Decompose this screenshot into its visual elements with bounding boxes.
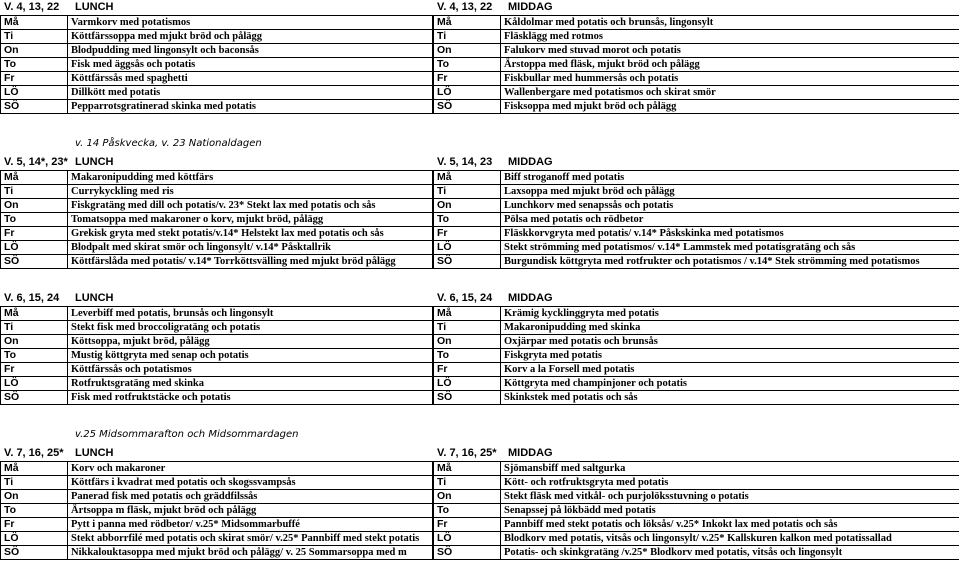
dish-cell: Kåldolmar med potatis och brunsås, lingonsylt [501, 16, 959, 30]
week-label: V. 5, 14*, 23* [4, 156, 68, 168]
day-label: Må [1, 462, 68, 476]
day-label: Ti [434, 30, 501, 44]
lunch-menu-table [0, 170, 433, 269]
table-row [1, 58, 433, 72]
day-label: On [434, 490, 501, 504]
dish-cell: Pannbiff med stekt potatis och löksås/ v.25* Inkokt lax med potatis och sås [501, 518, 959, 532]
table-row [434, 391, 959, 405]
day-label: Ti [434, 476, 501, 490]
day-label: SÖ [434, 255, 501, 269]
dish-cell: Köttfärslåda med potatis/ v.14* Torrköttsvälling med mjukt bröd pålägg [68, 255, 433, 269]
dish-cell: Stekt fläsk med vitkål- och purjolöksstuvning o potatis [501, 490, 959, 504]
table-row [1, 546, 433, 560]
day-label: To [434, 504, 501, 518]
table-row [434, 504, 959, 518]
table-row [434, 335, 959, 349]
day-label: Fr [434, 363, 501, 377]
table-row [434, 476, 959, 490]
dish-cell: Burgundisk köttgryta med rotfrukter och potatismos / v.14* Stek strömming med potatismos [501, 255, 959, 269]
table-row [434, 307, 959, 321]
dish-cell: Currykyckling med ris [68, 185, 433, 199]
dish-cell: Potatis- och skinkgratäng /v.25* Blodkorv med potatis, vitsås och lingonsylt [501, 546, 959, 560]
table-row [1, 377, 433, 391]
day-label: On [1, 44, 68, 58]
table-row [1, 241, 433, 255]
week-label: V. 4, 13, 22 [4, 1, 60, 13]
table-row [1, 16, 433, 30]
table-row [434, 321, 959, 335]
week-label: V. 6, 15, 24 [4, 292, 60, 304]
day-label: LÖ [1, 532, 68, 546]
table-row [1, 185, 433, 199]
lunch-label: LUNCH [75, 447, 114, 459]
day-label: LÖ [434, 377, 501, 391]
dinner-label: MIDDAG [508, 1, 553, 13]
table-row [434, 518, 959, 532]
table-row [1, 227, 433, 241]
dish-cell: Makaronipudding med skinka [501, 321, 959, 335]
table-row [434, 44, 959, 58]
dish-cell: Wallenbergare med potatismos och skirat smör [501, 86, 959, 100]
table-row [1, 476, 433, 490]
table-row [434, 185, 959, 199]
table-row [434, 199, 959, 213]
dish-cell: Varmkorv med potatismos [68, 16, 433, 30]
dish-cell: Senapssej på lökbädd med potatis [501, 504, 959, 518]
table-row [1, 86, 433, 100]
day-label: Må [1, 171, 68, 185]
table-row [434, 72, 959, 86]
day-label: Ti [1, 321, 68, 335]
table-row [1, 349, 433, 363]
week-label: V. 4, 13, 22 [437, 1, 493, 13]
day-label: Fr [1, 227, 68, 241]
day-label: To [1, 504, 68, 518]
day-label: SÖ [1, 255, 68, 269]
day-label: Må [434, 307, 501, 321]
dish-cell: Panerad fisk med potatis och gräddfilssås [68, 490, 433, 504]
section-note: v. 14 Påskvecka, v. 23 Nationaldagen [75, 138, 262, 149]
table-row [1, 335, 433, 349]
table-row [434, 349, 959, 363]
table-row [1, 307, 433, 321]
day-label: LÖ [1, 241, 68, 255]
table-row [434, 16, 959, 30]
dish-cell: Fisk med äggsås och potatis [68, 58, 433, 72]
day-label: LÖ [1, 86, 68, 100]
dish-cell: Biff stroganoff med potatis [501, 171, 959, 185]
day-label: On [1, 490, 68, 504]
day-label: LÖ [1, 377, 68, 391]
day-label: LÖ [434, 532, 501, 546]
week-label: V. 6, 15, 24 [437, 292, 493, 304]
day-label: Fr [1, 72, 68, 86]
day-label: Ti [1, 30, 68, 44]
table-row [434, 100, 959, 114]
dinner-label: MIDDAG [508, 156, 553, 168]
dish-cell: Korv och makaroner [68, 462, 433, 476]
day-label: To [434, 58, 501, 72]
table-row [434, 490, 959, 504]
dish-cell: Fisk med rotfruktstäcke och potatis [68, 391, 433, 405]
table-row [1, 72, 433, 86]
lunch-menu-table [0, 461, 433, 560]
table-row [434, 30, 959, 44]
day-label: To [1, 58, 68, 72]
dish-cell: Fläsklägg med rotmos [501, 30, 959, 44]
day-label: To [434, 349, 501, 363]
table-row [434, 377, 959, 391]
day-label: SÖ [1, 100, 68, 114]
table-row [1, 363, 433, 377]
dish-cell: Laxsoppa med mjukt bröd och pålägg [501, 185, 959, 199]
table-row [434, 532, 959, 546]
dish-cell: Skinkstek med potatis och sås [501, 391, 959, 405]
day-label: SÖ [1, 391, 68, 405]
lunch-label: LUNCH [75, 156, 114, 168]
day-label: Må [434, 171, 501, 185]
table-row [1, 100, 433, 114]
dish-cell: Falukorv med stuvad morot och potatis [501, 44, 959, 58]
day-label: To [434, 213, 501, 227]
dish-cell: Blodkorv med potatis, vitsås och lingonsylt/ v.25* Kallskuren kalkon med potatissallad [501, 532, 959, 546]
day-label: Ti [434, 185, 501, 199]
dinner-week-header [437, 156, 837, 169]
dish-cell: Ärstoppa med fläsk, mjukt bröd och pålägg [501, 58, 959, 72]
day-label: SÖ [434, 100, 501, 114]
day-label: Fr [434, 227, 501, 241]
dish-cell: Lunchkorv med senapssås och potatis [501, 199, 959, 213]
dish-cell: Fisksoppa med mjukt bröd och pålägg [501, 100, 959, 114]
dish-cell: Stekt fisk med broccoligratäng och potatis [68, 321, 433, 335]
dish-cell: Krämig kycklinggryta med potatis [501, 307, 959, 321]
dish-cell: Nikkalouktasoppa med mjukt bröd och pålägg/ v. 25 Sommarsoppa med m [68, 546, 433, 560]
day-label: To [1, 213, 68, 227]
table-row [434, 171, 959, 185]
dish-cell: Pepparrotsgratinerad skinka med potatis [68, 100, 433, 114]
dish-cell: Tomatsoppa med makaroner o korv, mjukt bröd, pålägg [68, 213, 433, 227]
lunch-label: LUNCH [75, 292, 114, 304]
dish-cell: Dillkött med potatis [68, 86, 433, 100]
table-row [1, 30, 433, 44]
week-label: V. 5, 14, 23 [437, 156, 493, 168]
day-label: SÖ [1, 546, 68, 560]
table-row [1, 504, 433, 518]
day-label: On [434, 44, 501, 58]
day-label: Ti [1, 185, 68, 199]
day-label: To [1, 349, 68, 363]
day-label: SÖ [434, 546, 501, 560]
dinner-label: MIDDAG [508, 292, 553, 304]
dish-cell: Köttgryta med champinjoner och potatis [501, 377, 959, 391]
dinner-menu-table [433, 170, 959, 269]
dish-cell: Köttfärs i kvadrat med potatis och skogssvampsås [68, 476, 433, 490]
table-row [1, 171, 433, 185]
day-label: Ti [1, 476, 68, 490]
day-label: Må [434, 462, 501, 476]
dish-cell: Köttfärssås och potatismos [68, 363, 433, 377]
dish-cell: Stekt abborrfilé med potatis och skirat smör/ v.25* Pannbiff med stekt potatis [68, 532, 433, 546]
lunch-menu-table [0, 15, 433, 114]
dish-cell: Köttfärssås med spaghetti [68, 72, 433, 86]
dinner-week-header [437, 1, 837, 14]
dish-cell: Makaronipudding med köttfärs [68, 171, 433, 185]
dish-cell: Köttsoppa, mjukt bröd, pålägg [68, 335, 433, 349]
lunch-week-header [4, 1, 404, 14]
table-row [1, 518, 433, 532]
dinner-menu-table [433, 461, 959, 560]
day-label: LÖ [434, 241, 501, 255]
table-row [1, 213, 433, 227]
dish-cell: Pölsa med potatis och rödbetor [501, 213, 959, 227]
dish-cell: Ärtsoppa m fläsk, mjukt bröd och pålägg [68, 504, 433, 518]
dinner-week-header [437, 447, 837, 460]
day-label: Må [1, 16, 68, 30]
table-row [434, 546, 959, 560]
dinner-menu-table [433, 15, 959, 114]
dish-cell: Korv a la Forsell med potatis [501, 363, 959, 377]
table-row [1, 44, 433, 58]
dish-cell: Rotfruktsgratäng med skinka [68, 377, 433, 391]
table-row [1, 532, 433, 546]
day-label: On [434, 335, 501, 349]
day-label: LÖ [434, 86, 501, 100]
dish-cell: Blodpudding med lingonsylt och baconsås [68, 44, 433, 58]
day-label: SÖ [434, 391, 501, 405]
dish-cell: Oxjärpar med potatis och brunsås [501, 335, 959, 349]
lunch-week-header [4, 447, 404, 460]
dish-cell: Sjömansbiff med saltgurka [501, 462, 959, 476]
table-row [1, 490, 433, 504]
dish-cell: Kött- och rotfruktsgryta med potatis [501, 476, 959, 490]
day-label: Ti [434, 321, 501, 335]
table-row [1, 321, 433, 335]
day-label: On [1, 335, 68, 349]
dish-cell: Leverbiff med potatis, brunsås och lingonsylt [68, 307, 433, 321]
lunch-week-header [4, 156, 404, 169]
dish-cell: Pytt i panna med rödbetor/ v.25* Midsommarbuffé [68, 518, 433, 532]
dinner-label: MIDDAG [508, 447, 553, 459]
day-label: Fr [1, 363, 68, 377]
table-row [434, 363, 959, 377]
dish-cell: Fiskgratäng med dill och potatis/v. 23* Stekt lax med potatis och sås [68, 199, 433, 213]
table-row [434, 213, 959, 227]
lunch-menu-table [0, 306, 433, 405]
table-row [434, 58, 959, 72]
lunch-label: LUNCH [75, 1, 114, 13]
day-label: Fr [434, 72, 501, 86]
dinner-week-header [437, 292, 837, 305]
dish-cell: Fläskkorvgryta med potatis/ v.14* Påskskinka med potatismos [501, 227, 959, 241]
week-label: V. 7, 16, 25* [437, 447, 497, 459]
table-row [434, 86, 959, 100]
table-row [434, 227, 959, 241]
dish-cell: Stekt strömming med potatismos/ v.14* Lammstek med potatisgratäng och sås [501, 241, 959, 255]
table-row [434, 255, 959, 269]
day-label: Må [434, 16, 501, 30]
table-row [1, 255, 433, 269]
dish-cell: Grekisk gryta med stekt potatis/v.14* Helstekt lax med potatis och sås [68, 227, 433, 241]
table-row [1, 199, 433, 213]
week-label: V. 7, 16, 25* [4, 447, 64, 459]
table-row [434, 462, 959, 476]
dish-cell: Fiskbullar med hummersås och potatis [501, 72, 959, 86]
day-label: Fr [434, 518, 501, 532]
day-label: On [434, 199, 501, 213]
table-row [1, 391, 433, 405]
day-label: Fr [1, 518, 68, 532]
dish-cell: Mustig köttgryta med senap och potatis [68, 349, 433, 363]
dish-cell: Fiskgryta med potatis [501, 349, 959, 363]
dish-cell: Köttfärssoppa med mjukt bröd och pålägg [68, 30, 433, 44]
dinner-menu-table [433, 306, 959, 405]
lunch-week-header [4, 292, 404, 305]
day-label: On [1, 199, 68, 213]
day-label: Må [1, 307, 68, 321]
section-note: v.25 Midsommarafton och Midsommardagen [75, 429, 299, 440]
table-row [1, 462, 433, 476]
table-row [434, 241, 959, 255]
dish-cell: Blodpalt med skirat smör och lingonsylt/ v.14* Påsktallrik [68, 241, 433, 255]
